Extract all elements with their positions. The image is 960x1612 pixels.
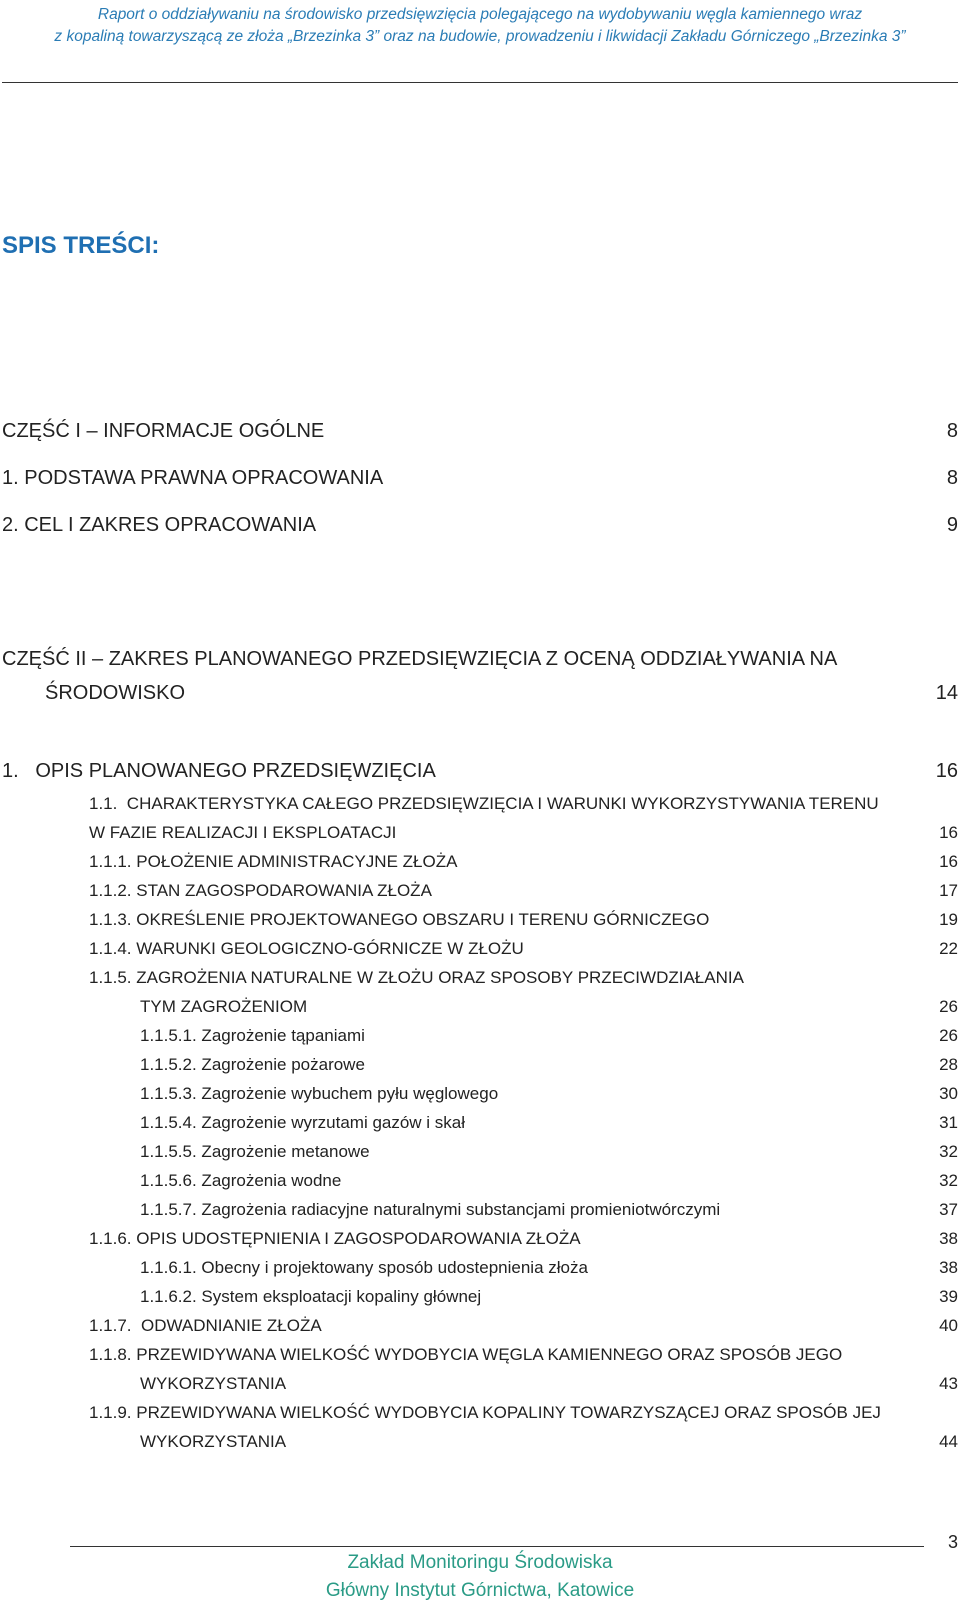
toc-entry-ii-1[interactable]: 1. OPIS PLANOWANEGO PRZEDSIĘWZIĘCIA bbox=[2, 760, 436, 782]
toc-page-1-1-6-1: 38 bbox=[939, 1258, 958, 1277]
toc-entry-1-1[interactable]: 1.1. CHARAKTERYSTYKA CAŁEGO PRZEDSIĘWZIĘCIA I WARUNKI WYKORZYSTYWANIA TERENU bbox=[89, 794, 879, 813]
toc-entry-1-1-5-1[interactable]: 1.1.5.1. Zagrożenie tąpaniami bbox=[140, 1026, 365, 1045]
toc-entry-1[interactable]: 1. PODSTAWA PRAWNA OPRACOWANIA bbox=[2, 467, 384, 489]
toc-entry-1-1-5-7[interactable]: 1.1.5.7. Zagrożenia radiacyjne naturalnymi substancjami promieniotwórczymi bbox=[140, 1200, 721, 1219]
header-line-1: Raport o oddziaływaniu na środowisko przedsięwzięcia polegającego na wydobywaniu węgla kamiennego wraz bbox=[97, 6, 863, 23]
toc-page-1-1-6: 38 bbox=[939, 1229, 958, 1248]
toc-entry-1-1-5-4[interactable]: 1.1.5.4. Zagrożenie wyrzutami gazów i skał bbox=[140, 1113, 466, 1132]
toc-page-1-1-5-1: 26 bbox=[939, 1026, 958, 1045]
toc-entry-1-1-5[interactable]: 1.1.5. ZAGROŻENIA NATURALNE W ZŁOŻU ORAZ SPOSOBY PRZECIWDZIAŁANIA bbox=[89, 968, 744, 987]
toc-entry-1-1-cont[interactable]: W FAZIE REALIZACJI I EKSPLOATACJI bbox=[89, 823, 397, 842]
toc-entry-1-1-8[interactable]: 1.1.8. PRZEWIDYWANA WIELKOŚĆ WYDOBYCIA WĘGLA KAMIENNEGO ORAZ SPOSÓB JEGO bbox=[89, 1345, 843, 1364]
toc-page-1-1-5-2: 28 bbox=[939, 1055, 958, 1074]
page-number: 3 bbox=[947, 1532, 958, 1552]
toc-entry-1-1-1[interactable]: 1.1.1. POŁOŻENIE ADMINISTRACYJNE ZŁOŻA bbox=[89, 852, 458, 871]
toc-entry-1-1-9-cont[interactable]: WYKORZYSTANIA bbox=[140, 1432, 287, 1451]
toc-title: SPIS TREŚCI: bbox=[2, 232, 160, 259]
toc-entry-1-1-9[interactable]: 1.1.9. PRZEWIDYWANA WIELKOŚĆ WYDOBYCIA KOPALINY TOWARZYSZĄCEJ ORAZ SPOSÓB JEJ bbox=[89, 1403, 881, 1422]
toc-entry-2[interactable]: 2. CEL I ZAKRES OPRACOWANIA bbox=[2, 514, 317, 536]
toc-page-1-1-7: 40 bbox=[939, 1316, 958, 1335]
toc-entry-1-1-2[interactable]: 1.1.2. STAN ZAGOSPODAROWANIA ZŁOŻA bbox=[89, 881, 432, 900]
toc-page-1-1-8: 43 bbox=[939, 1374, 958, 1393]
toc-entry-1-1-7[interactable]: 1.1.7. ODWADNIANIE ZŁOŻA bbox=[89, 1316, 322, 1335]
footer-divider bbox=[70, 1546, 924, 1547]
toc-page-1-1: 16 bbox=[939, 823, 958, 842]
page-header bbox=[0, 4, 960, 48]
toc-page-1-1-5-3: 30 bbox=[939, 1084, 958, 1103]
toc-entry-1-1-4[interactable]: 1.1.4. WARUNKI GEOLOGICZNO-GÓRNICZE W ZŁOŻU bbox=[89, 939, 524, 958]
toc-page-part-2: 14 bbox=[935, 682, 958, 704]
toc-page-1-1-5-4: 31 bbox=[939, 1113, 958, 1132]
toc-entry-1-1-5-cont[interactable]: TYM ZAGROŻENIOM bbox=[140, 997, 308, 1016]
toc-entry-1-1-5-3[interactable]: 1.1.5.3. Zagrożenie wybuchem pyłu węglowego bbox=[140, 1084, 499, 1103]
toc-entry-1-1-5-2[interactable]: 1.1.5.2. Zagrożenie pożarowe bbox=[140, 1055, 365, 1074]
toc-page-1-1-2: 17 bbox=[939, 881, 958, 900]
toc-page-1-1-5-5: 32 bbox=[939, 1142, 958, 1161]
toc-page-1-1-4: 22 bbox=[939, 939, 958, 958]
header-line-2: z kopaliną towarzyszącą ze złoża „Brzezinka 3” oraz na budowie, prowadzeniu i likwidacji Zakładu Górniczego „Brzezinka 3” bbox=[54, 28, 906, 45]
toc-entry-1-1-5-6[interactable]: 1.1.5.6. Zagrożenia wodne bbox=[140, 1171, 342, 1190]
toc-page-ii-1: 16 bbox=[935, 760, 958, 782]
toc-entry-1-1-3[interactable]: 1.1.3. OKREŚLENIE PROJEKTOWANEGO OBSZARU I TERENU GÓRNICZEGO bbox=[89, 910, 710, 929]
toc-entry-part-2-cont[interactable]: ŚRODOWISKO bbox=[45, 682, 186, 704]
footer-line-1: Zakład Monitoringu Środowiska bbox=[347, 1552, 613, 1573]
toc-page-1-1-1: 16 bbox=[939, 852, 958, 871]
toc-page-2: 9 bbox=[946, 514, 958, 536]
toc-entry-part-1[interactable]: CZĘŚĆ I – INFORMACJE OGÓLNE bbox=[2, 420, 325, 442]
toc-entry-1-1-6[interactable]: 1.1.6. OPIS UDOSTĘPNIENIA I ZAGOSPODAROWANIA ZŁOŻA bbox=[89, 1229, 581, 1248]
toc-page-1-1-5: 26 bbox=[939, 997, 958, 1016]
toc-entry-1-1-8-cont[interactable]: WYKORZYSTANIA bbox=[140, 1374, 287, 1393]
header-divider bbox=[2, 82, 958, 83]
toc-page-1-1-9: 44 bbox=[939, 1432, 958, 1451]
toc-entry-1-1-5-5[interactable]: 1.1.5.5. Zagrożenie metanowe bbox=[140, 1142, 370, 1161]
toc-entry-1-1-6-1[interactable]: 1.1.6.1. Obecny i projektowany sposób udostepnienia złoża bbox=[140, 1258, 588, 1277]
toc-page-1-1-3: 19 bbox=[939, 910, 958, 929]
toc-page-1: 8 bbox=[946, 467, 958, 489]
toc-entry-part-2[interactable]: CZĘŚĆ II – ZAKRES PLANOWANEGO PRZEDSIĘWZIĘCIA Z OCENĄ ODDZIAŁYWANIA NA bbox=[2, 648, 838, 670]
toc-page-1-1-5-6: 32 bbox=[939, 1171, 958, 1190]
toc-entry-1-1-6-2[interactable]: 1.1.6.2. System eksploatacji kopaliny głównej bbox=[140, 1287, 482, 1306]
toc-page-1-1-6-2: 39 bbox=[939, 1287, 958, 1306]
footer-line-2: Główny Instytut Górnictwa, Katowice bbox=[325, 1580, 635, 1601]
toc-page-part-1: 8 bbox=[946, 420, 958, 442]
toc-page-1-1-5-7: 37 bbox=[939, 1200, 958, 1219]
